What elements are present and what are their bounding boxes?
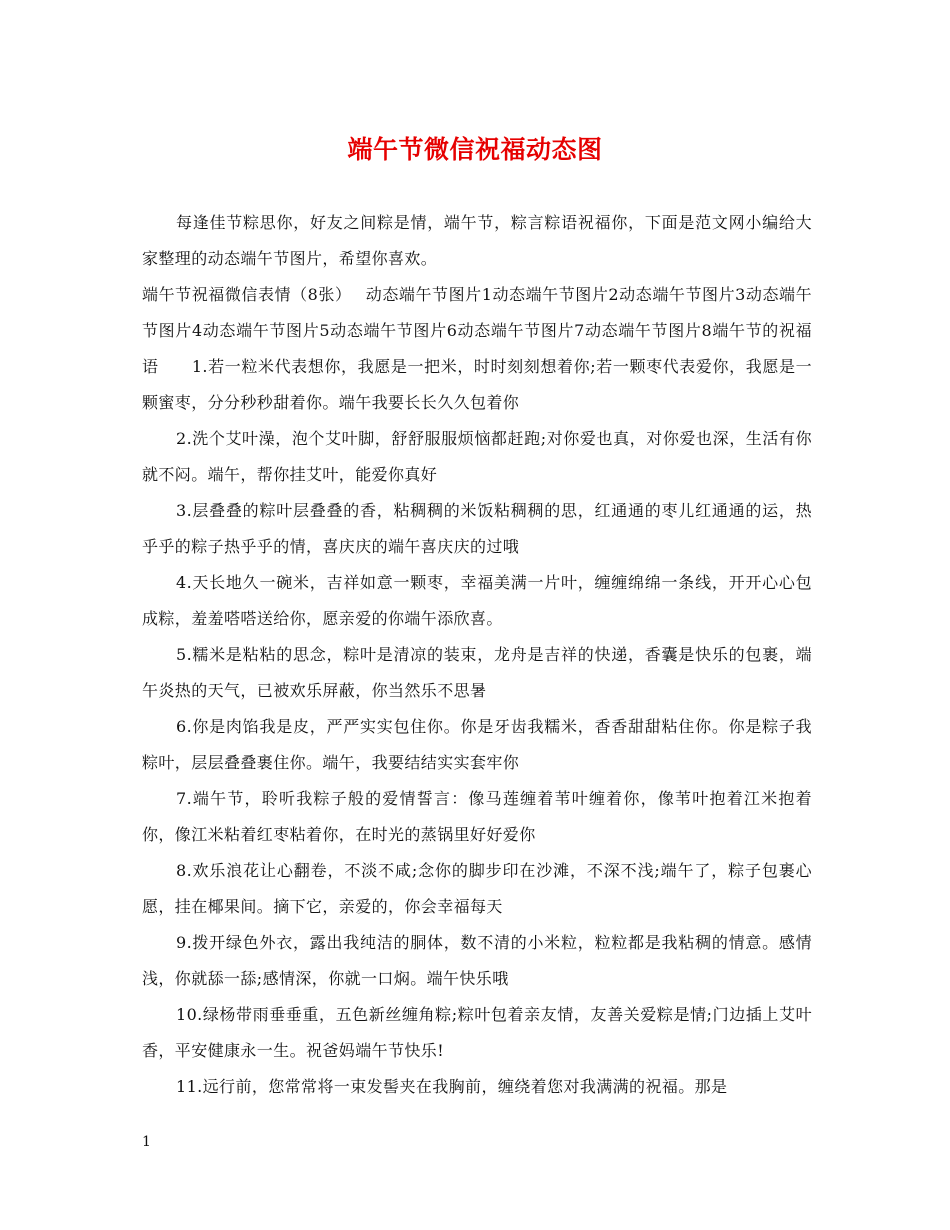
blessing-item-6: 6.你是肉馅我是皮，严严实实包住你。你是牙齿我糯米，香香甜甜粘住你。你是粽子我粽叶，层层叠叠裹住你。端午，我要结结实实套牢你	[142, 717, 812, 772]
document-body	[142, 205, 812, 1105]
blessing-item-8: 8.欢乐浪花让心翻卷，不淡不咸;念你的脚步印在沙滩，不深不浅;端午了，粽子包裹心愿，挂在椰果间。摘下它，亲爱的，你会幸福每天	[142, 861, 812, 916]
blessing-item-7: 7.端午节，聆听我粽子般的爱情誓言：像马莲缠着苇叶缠着你，像苇叶抱着江米抱着你，像江米粘着红枣粘着你，在时光的蒸锅里好好爱你	[142, 789, 812, 844]
blessing-item-9: 9.拨开绿色外衣，露出我纯洁的胴体，数不清的小米粒，粒粒都是我粘稠的情意。感情浅，你就舔一舔;感情深，你就一口焖。端午快乐哦	[142, 933, 812, 988]
blessing-item-4: 4.天长地久一碗米，吉祥如意一颗枣，幸福美满一片叶，缠缠绵绵一条线，开开心心包成粽，羞羞嗒嗒送给你，愿亲爱的你端午添欣喜。	[142, 573, 812, 628]
page-title: 端午节微信祝福动态图	[347, 135, 603, 164]
summary-paragraph: 端午节祝福微信表情（8张） 动态端午节图片1动态端午节图片2动态端午节图片3动态端午节图片4动态端午节图片5动态端午节图片6动态端午节图片7动态端午节图片8端午节的祝福语 1.若一粒米代表想你，我愿是一把米，时时刻刻想着你;若一颗枣代表爱你，我愿是一颗蜜枣，分分秒秒甜着你。端午我要长长久久包着你	[142, 285, 812, 412]
blessing-item-2: 2.洗个艾叶澡，泡个艾叶脚，舒舒服服烦恼都赶跑;对你爱也真，对你爱也深，生活有你就不闷。端午，帮你挂艾叶，能爱你真好	[142, 429, 812, 484]
blessing-item-5: 5.糯米是粘粘的思念，粽叶是清凉的装束，龙舟是吉祥的快递，香囊是快乐的包裹，端午炎热的天气，已被欢乐屏蔽，你当然乐不思暑	[142, 645, 812, 700]
intro-paragraph: 每逢佳节粽思你，好友之间粽是情，端午节，粽言粽语祝福你，下面是范文网小编给大家整理的动态端午节图片，希望你喜欢。	[142, 213, 812, 268]
blessing-item-11: 11.远行前，您常常将一束发髻夹在我胸前，缠绕着您对我满满的祝福。那是	[176, 1077, 728, 1096]
blessing-item-3: 3.层叠叠的粽叶层叠叠的香，粘稠稠的米饭粘稠稠的思，红通通的枣儿红通通的运，热乎乎的粽子热乎乎的情，喜庆庆的端午喜庆庆的过哦	[142, 501, 812, 556]
blessing-item-10: 10.绿杨带雨垂垂重，五色新丝缠角粽;粽叶包着亲友情，友善关爱粽是情;门边插上艾叶香，平安健康永一生。祝爸妈端午节快乐!	[142, 1005, 812, 1060]
page-number: 1	[142, 1134, 151, 1150]
